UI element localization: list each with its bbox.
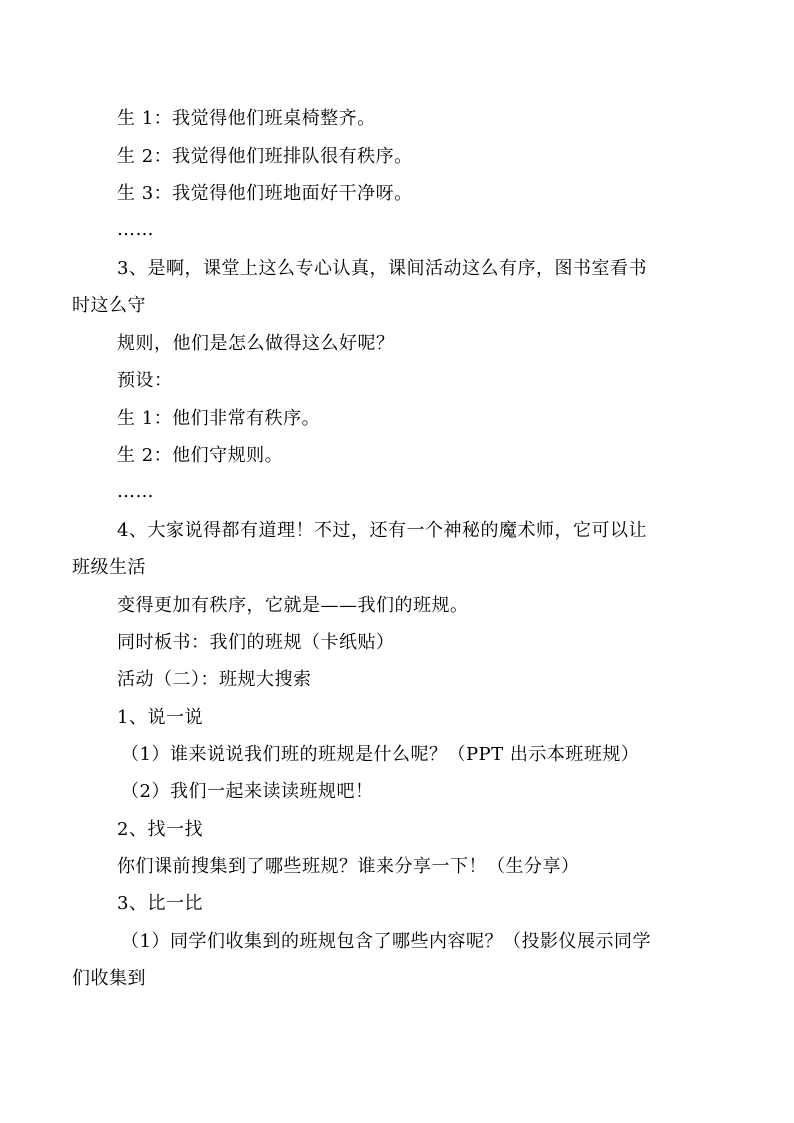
text-line: （1）谁来说说我们班的班规是什么呢？（PPT 出示本班班规） — [121, 744, 640, 765]
text-line: 生 1：我觉得他们班桌椅整齐。 — [117, 108, 376, 129]
text-line: 生 2：我觉得他们班排队很有秩序。 — [117, 146, 413, 167]
paragraph-3-line-1: 3、是啊，课堂上这么专心认真，课间活动这么有序，图书室看书 — [117, 258, 647, 279]
ellipsis-line: …… — [117, 219, 154, 240]
paragraph-4-line-2: 班级生活 — [72, 557, 146, 578]
text-line: 生 1：他们非常有秩序。 — [117, 408, 321, 429]
step-heading: 3、比一比 — [117, 893, 203, 914]
text-line: 预设： — [117, 370, 173, 391]
text-line: 规则，他们是怎么做得这么好呢？ — [117, 333, 395, 354]
text-line: 生 3：我觉得他们班地面好干净呀。 — [117, 183, 413, 204]
text-line: （2）我们一起来读读班规吧！ — [121, 781, 374, 802]
step-heading: 2、找一找 — [117, 819, 203, 840]
text-line: 生 2：他们守规则。 — [117, 445, 284, 466]
step-heading: 1、说一说 — [117, 707, 203, 728]
section-heading: 活动（二）：班规大搜索 — [117, 669, 312, 690]
paragraph-line-1: （1）同学们收集到的班规包含了哪些内容呢？（投影仪展示同学 — [121, 931, 651, 952]
ellipsis-line: …… — [117, 481, 154, 502]
text-line: 同时板书：我们的班规（卡纸贴） — [117, 632, 395, 653]
paragraph-3-line-2: 时这么守 — [72, 295, 146, 316]
paragraph-4-line-1: 4、大家说得都有道理！不过，还有一个神秘的魔术师，它可以让 — [117, 520, 647, 541]
paragraph-line-2: 们收集到 — [72, 968, 146, 989]
text-line: 变得更加有秩序，它就是——我们的班规。 — [117, 595, 469, 616]
text-line: 你们课前搜集到了哪些班规？谁来分享一下！（生分享） — [117, 856, 580, 877]
